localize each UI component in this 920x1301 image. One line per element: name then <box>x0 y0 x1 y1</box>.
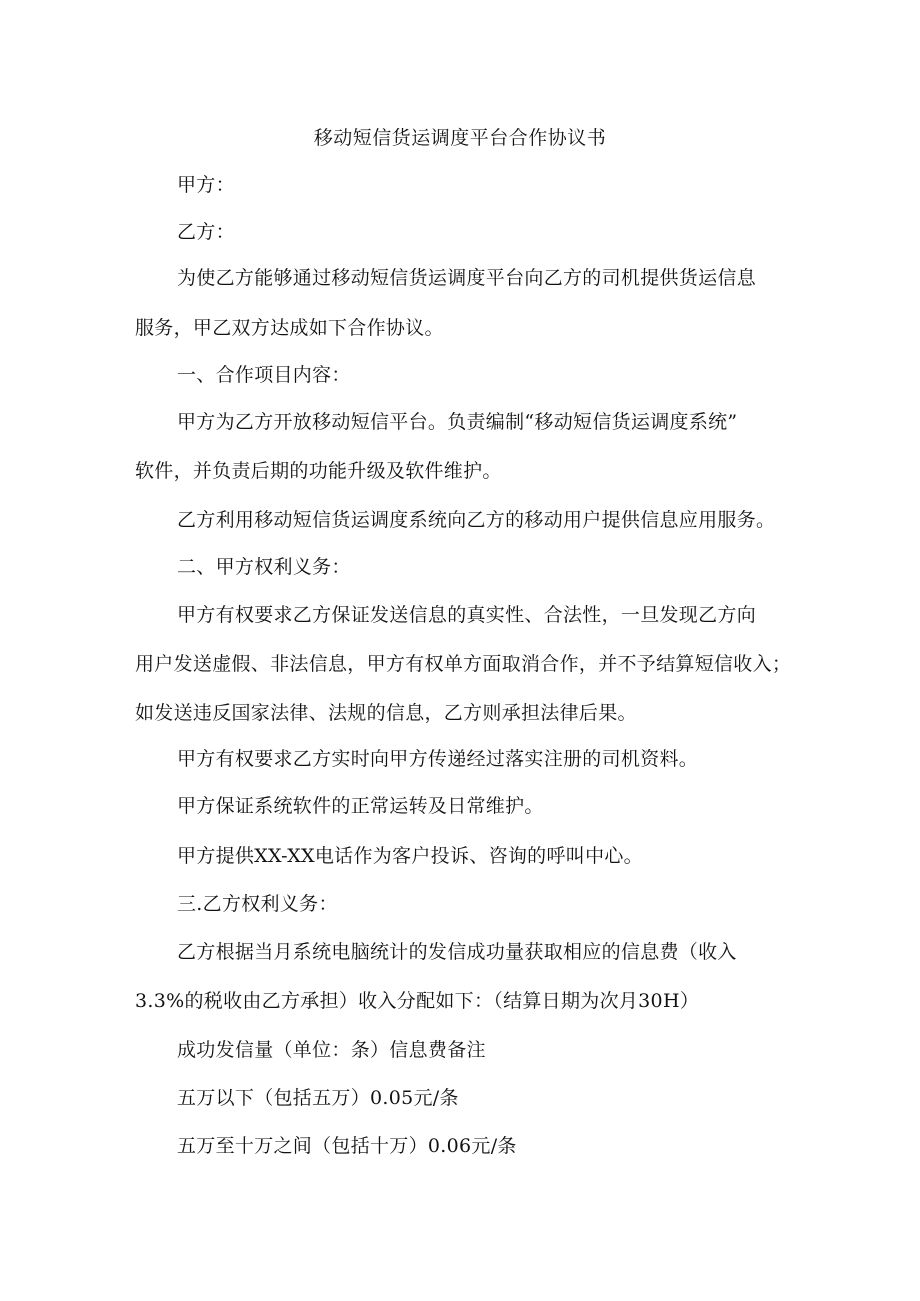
party-a-label: 甲方： <box>177 174 235 196</box>
fee-tier-2: 五万至十万之间（包括十万）0.06元/条 <box>177 1135 517 1157</box>
intro-line-1: 为使乙方能够通过移动短信货运调度平台向乙方的司机提供货运信息 <box>177 267 757 289</box>
fee-table-header: 成功发信量（单位：条）信息费备注 <box>177 1039 486 1061</box>
section1-heading: 一、合作项目内容： <box>177 364 351 386</box>
section2-p2: 甲方有权要求乙方实时向甲方传递经过落实注册的司机资料。 <box>177 748 699 770</box>
section1-p1-line-2: 软件，并负责后期的功能升级及软件维护。 <box>135 460 502 482</box>
section2-p4: 甲方提供XX-XX电话作为客户投诉、咨询的呼叫中心。 <box>177 845 643 867</box>
section3-p1-line-2: 3.3%的税收由乙方承担）收入分配如下：（结算日期为次月30H） <box>135 990 700 1012</box>
section3-p1-line-1: 乙方根据当月系统电脑统计的发信成功量获取相应的信息费（收入 <box>177 941 737 963</box>
section1-p1-line-1: 甲方为乙方开放移动短信平台。负责编制“移动短信货运调度系统” <box>177 411 738 433</box>
section2-p1-line-3: 如发送违反国家法律、法规的信息，乙方则承担法律后果。 <box>135 702 637 724</box>
section3-heading: 三.乙方权利义务： <box>177 893 338 915</box>
section2-heading: 二、甲方权利义务： <box>177 556 351 578</box>
section2-p1-line-1: 甲方有权要求乙方保证发送信息的真实性、合法性，一旦发现乙方向 <box>177 604 757 626</box>
document-title: 移动短信货运调度平台合作协议书 <box>313 127 607 149</box>
fee-tier-1: 五万以下（包括五万）0.05元/条 <box>177 1087 459 1109</box>
party-b-label: 乙方： <box>177 221 235 243</box>
section1-p2: 乙方利用移动短信货运调度系统向乙方的移动用户提供信息应用服务。 <box>177 509 776 531</box>
section2-p3: 甲方保证系统软件的正常运转及日常维护。 <box>177 795 544 817</box>
section2-p1-line-2: 用户发送虚假、非法信息，甲方有权单方面取消合作，并不予结算短信收入； <box>135 653 792 675</box>
intro-line-2: 服务，甲乙双方达成如下合作协议。 <box>135 317 444 339</box>
